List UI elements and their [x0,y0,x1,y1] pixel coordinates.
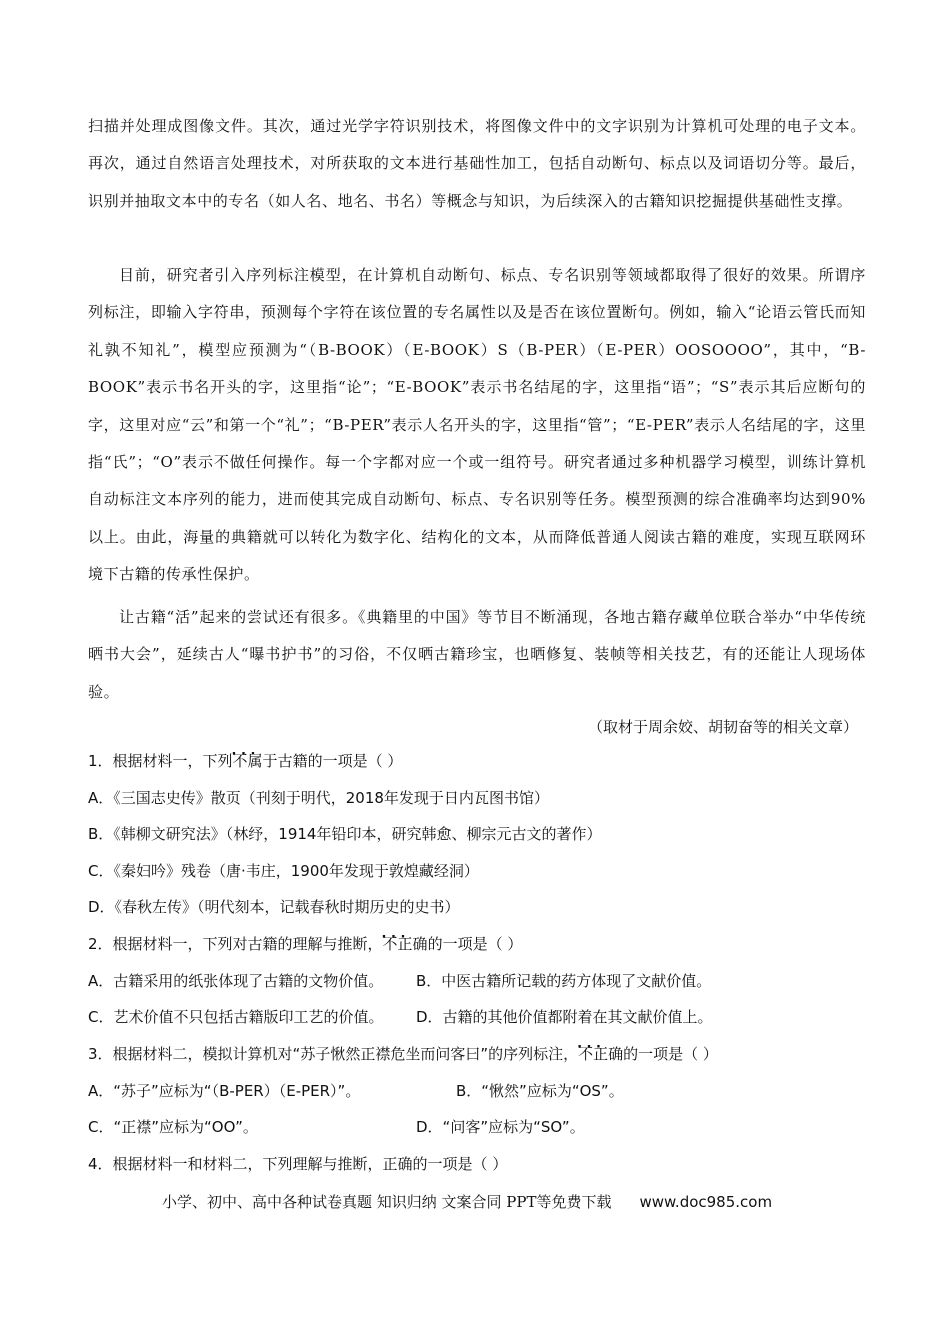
source-citation: （取材于周余姣、胡韧奋等的相关文章） [587,718,858,736]
question-1 [88,746,402,776]
question-1-suffix: 古籍的一项是（ ） [277,752,403,770]
question-3-option-b: B．“愀然”应标为“OS”。 [456,1082,624,1100]
footer-text: 小学、初中、高中各种试卷真题 知识归纳 文案合同 PPT等免费下载 [162,1193,612,1211]
page-footer [162,1188,772,1216]
question-3-option-a: A．“苏子”应标为“（B-PER）（E-PER）”。 [88,1082,361,1100]
footer-url: www.doc985.com [639,1193,773,1211]
question-1-emphasis: · · · 不属于 [233,752,278,770]
question-3-prefix: 3．根据材料二，模拟计算机对“苏子愀然正襟危坐而问客曰”的序列标注， [88,1045,579,1063]
question-3-option-c: C．“正襟”应标为“OO”。 [88,1118,258,1136]
question-3 [88,1039,718,1069]
question-1-option-a: A．《三国志史传》散页（刊刻于明代，2018年发现于日内瓦图书馆） [88,789,549,807]
question-4: 4．根据材料一和材料二，下列理解与推断，正确的一项是（ ） [88,1155,508,1173]
question-3-option-d: D．“问客”应标为“SO”。 [416,1118,585,1136]
question-2-option-d: D．古籍的其他价值都附着在其文献价值上。 [416,1008,713,1026]
paragraph-2: 目前，研究者引入序列标注模型，在计算机自动断句、标点、专名识别等领域都取得了很好的效果。所谓序列标注，即输入字符串，预测每个字符在该位置的专名属性以及是否在该位置断句。例如，输入“论语云管氏而知礼孰不知礼”，模型应预测为“（B-BOOK）（E-BOOK）S（B-PER）（E-PER）OOSOOOO”，其中，“B-BOOK”表示书名开头的字，这里指“论”；“E-BOOK”表示书名结尾的字，这里指“语”；“S”表示其后应断句的字，这里对应“云”和第一个“礼”；“B-PER”表示人名开头的字，这里指“管”；“E-PER”表示人名结尾的字，这里指“氏”；“O”表示不做任何操作。每一个字都对应一个或一组符号。研究者通过多种机器学习模型，训练计算机自动标注文本序列的能力，进而使其完成自动断句、标点、专名识别等任务。模型预测的综合准确率均达到90%以上。由此，海量的典籍就可以转化为数字化、结构化的文本，从而降低普通人阅读古籍的难度，实现互联网环境下古籍的传承性保护。 [88,266,866,584]
paragraph-1: 扫描并处理成图像文件。其次，通过光学字符识别技术，将图像文件中的文字识别为计算机可处理的电子文本。再次，通过自然语言处理技术，对所获取的文本进行基础性加工，包括自动断句、标点以及词语切分等。最后，识别并抽取文本中的专名（如人名、地名、书名）等概念与知识，为后续深入的古籍知识挖掘提供基础性支撑。 [88,117,866,210]
question-2-emphasis: · · · 不正确 [383,935,428,953]
paragraph-3: 让古籍“活”起来的尝试还有很多。《典籍里的中国》等节目不断涌现，各地古籍存藏单位联合举办“中华传统晒书大会”，延续古人“曝书护书”的习俗，不仅晒古籍珍宝，也晒修复、装帧等相关技艺，有的还能让人现场体验。 [88,608,866,701]
question-1-option-c: C．《秦妇吟》残卷（唐·韦庄，1900年发现于敦煌藏经洞） [88,862,479,880]
question-1-option-b: B．《韩柳文研究法》（林纾，1914年铅印本，研究韩愈、柳宗元古文的著作） [88,825,602,843]
question-1-prefix: 1．根据材料一，下列 [88,752,233,770]
question-1-option-d: D．《春秋左传》（明代刻本，记载春秋时期历史的史书） [88,898,460,916]
question-3-suffix: 的一项是（ ） [623,1045,718,1063]
question-2-option-c: C．艺术价值不只包括古籍版印工艺的价值。 [88,1008,384,1026]
question-2 [88,929,522,959]
question-3-emphasis: · · · 不正确 [578,1045,623,1063]
question-2-option-b: B．中医古籍所记载的药方体现了文献价值。 [416,972,712,990]
question-2-suffix: 的一项是（ ） [427,935,523,953]
question-2-option-a: A．古籍采用的纸张体现了古籍的文物价值。 [88,972,384,990]
question-2-prefix: 2．根据材料一，下列对古籍的理解与推断， [88,935,383,953]
